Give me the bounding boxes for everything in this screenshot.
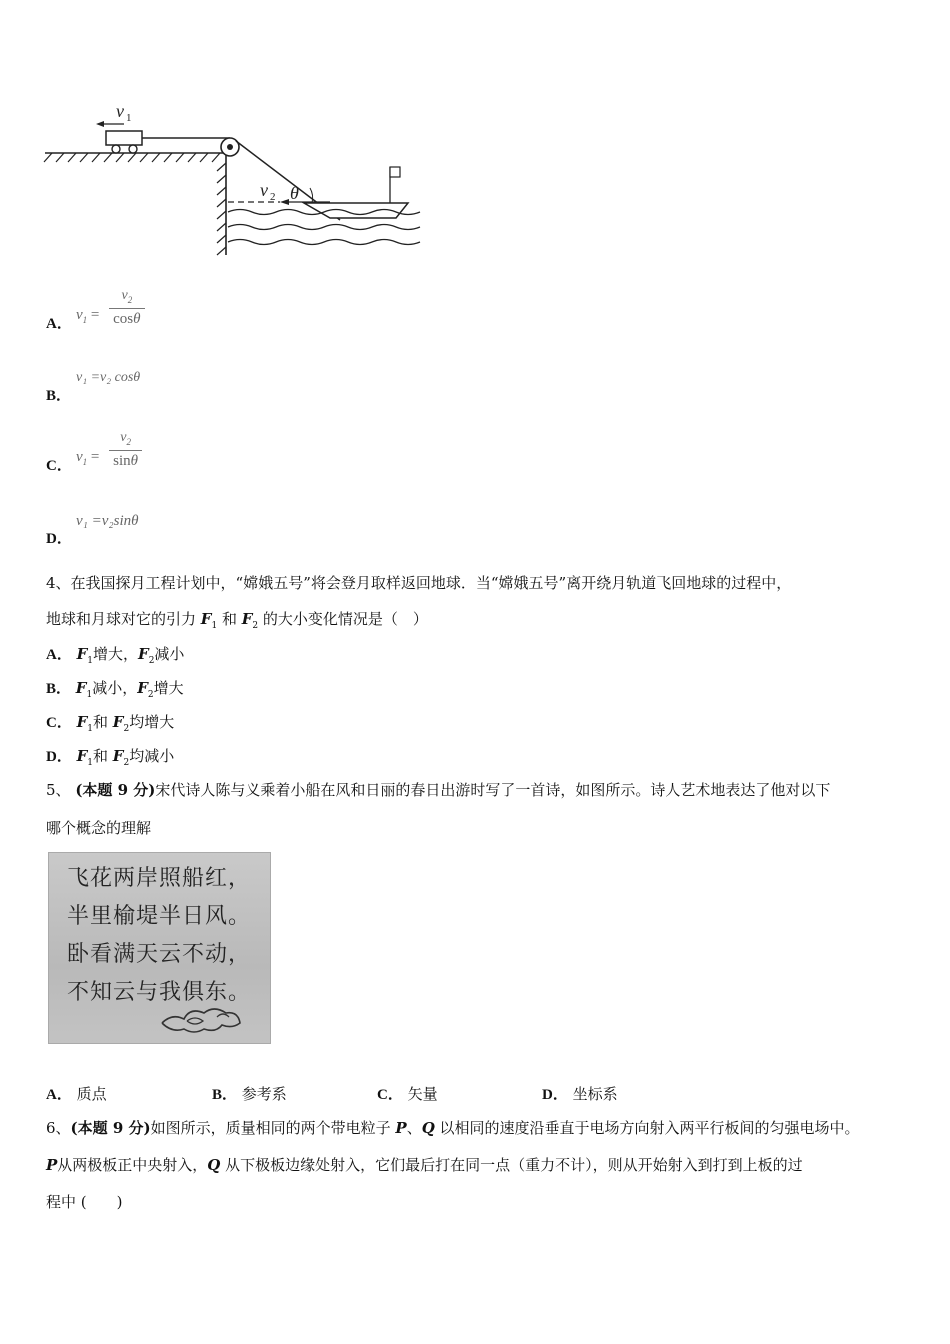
q5-option-c[interactable]: C． 矢量 (377, 1085, 438, 1103)
theta-label: θ (290, 183, 299, 203)
poem-line: 飞花两岸照船红， (67, 866, 252, 891)
q5-stem-line1: 5、 (本题 9 分)宋代诗人陈与义乘着小船在风和日丽的春日出游时写了一首诗，如图所示。诗人艺术地表达了他对以下 (46, 781, 831, 799)
v2-label: v (260, 180, 268, 200)
v1-label: v (116, 101, 124, 121)
formula-a: $v_1$ = $\frac{v_2}{\cos\theta}$ (76, 288, 145, 328)
q5-stem-line2: 哪个概念的理解 (46, 819, 152, 837)
q5-option-b[interactable]: B． 参考系 (212, 1085, 287, 1103)
q5-option-d[interactable]: D． 坐标系 (542, 1085, 618, 1103)
poem-line: 不知云与我俱东。 (67, 980, 252, 1005)
q4-stem-line2: 地球和月球对它的引力 $F_1$ 和 $F_2$ 的大小变化情况是（ ） (46, 610, 428, 631)
formula-c: $v_1$ = $\frac{v_2}{\sin\theta}$ (76, 430, 142, 470)
q4-option-a[interactable]: A． $F_1$增大，$F_2$减小 (46, 645, 185, 666)
poem-image (48, 852, 271, 1044)
q4-stem-line1: 4、在我国探月工程计划中，“嫦娥五号”将会登月取样返回地球．当“嫦娥五号”离开绕月轨道飞回地球的过程中， (46, 574, 792, 592)
q4-option-c[interactable]: C． $F_1$和 $F_2$均增大 (46, 713, 175, 734)
formula-d: v₁ =v₂sinθ (76, 513, 139, 529)
poem-line: 卧看满天云不动， (67, 942, 252, 967)
svg-text:1: 1 (126, 112, 132, 124)
q4-option-b[interactable]: B． $F_1$减小，$F_2$增大 (46, 679, 184, 700)
q6-stem-line3: 程中 ( ) (46, 1193, 123, 1211)
pulley-boat-figure (40, 95, 430, 265)
formula-b: v₁ =v₂ cosθ (76, 370, 141, 385)
cart (106, 131, 142, 145)
q6-stem-line1: 6、(本题 9 分)如图所示，质量相同的两个带电粒子 P、Q 以相同的速度沿垂直于电场方向射入两平行板间的匀强电场中。 (46, 1119, 860, 1137)
cloud-icon (157, 999, 257, 1035)
poem-line: 半里榆堤半日风。 (67, 904, 252, 929)
svg-text:2: 2 (270, 191, 276, 203)
q5-option-a[interactable]: A． 质点 (46, 1085, 107, 1103)
q4-option-d[interactable]: D． $F_1$和 $F_2$均减小 (46, 747, 175, 768)
q6-stem-line2: P从两极板正中央射入，Q 从下极板边缘处射入，它们最后打在同一点（重力不计），则从开始射入到打到上板的过 (46, 1156, 803, 1174)
